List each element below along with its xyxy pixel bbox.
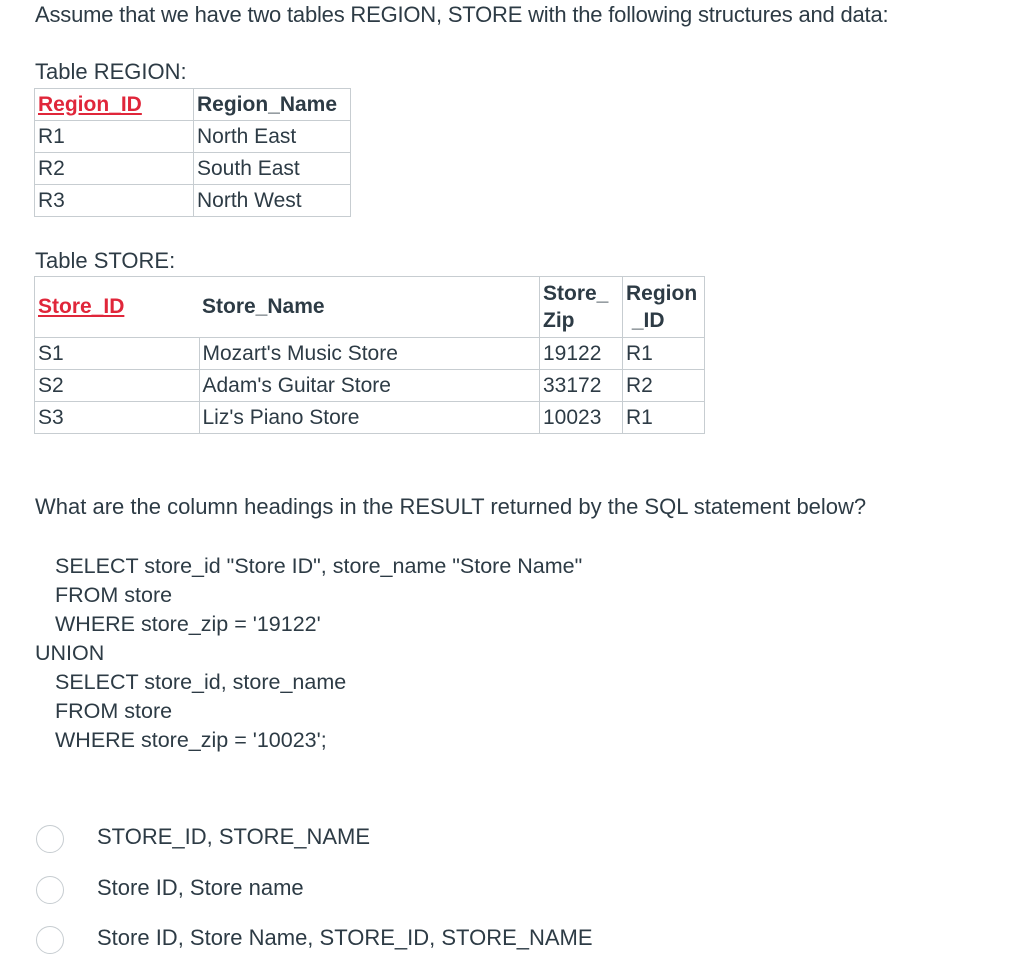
store-name-header: Store_Name (199, 277, 540, 338)
store-zip-header: Store_ Zip (540, 277, 623, 338)
radio-button[interactable] (36, 926, 64, 954)
sql-line: WHERE store_zip = '10023'; (55, 728, 327, 752)
table-cell: R2 (623, 370, 705, 402)
store-region-id-header: Region _ID (623, 277, 705, 338)
table-row (35, 185, 351, 217)
question-intro: Assume that we have two tables REGION, STORE with the following structures and data: (35, 2, 889, 27)
sql-line: SELECT store_id "Store ID", store_name "Store Name" (55, 554, 583, 578)
table-row (35, 121, 351, 153)
table-cell: R1 (623, 338, 705, 370)
table-cell: R1 (623, 402, 705, 434)
table-row (35, 402, 705, 434)
radio-button[interactable] (36, 876, 64, 904)
sql-line: FROM store (55, 583, 173, 607)
sql-line: SELECT store_id, store_name (55, 670, 347, 694)
region-id-header: Region_ID (35, 89, 194, 121)
answer-option-label[interactable]: STORE_ID, STORE_NAME (97, 824, 371, 849)
table-cell: North East (194, 121, 351, 153)
table-row (35, 277, 705, 338)
table-row (35, 89, 351, 121)
region-name-header: Region_Name (194, 89, 351, 121)
table-cell: South East (194, 153, 351, 185)
table-cell: R1 (35, 121, 194, 153)
table-cell: R3 (35, 185, 194, 217)
question-text: What are the column headings in the RESULT returned by the SQL statement below? (35, 494, 867, 519)
table-cell: 10023 (540, 402, 623, 434)
store-id-header: Store_ID (35, 277, 200, 338)
sql-line: UNION (35, 641, 105, 665)
store-table (34, 276, 705, 434)
table-cell: S3 (35, 402, 200, 434)
region-table (34, 88, 351, 217)
sql-line: FROM store (55, 699, 173, 723)
table-cell: Liz's Piano Store (199, 402, 540, 434)
table-row (35, 153, 351, 185)
table-cell: 33172 (540, 370, 623, 402)
table-cell: Mozart's Music Store (199, 338, 540, 370)
answer-option-label[interactable]: Store ID, Store name (97, 875, 304, 900)
table-cell: Adam's Guitar Store (199, 370, 540, 402)
region-table-label: Table REGION: (35, 59, 187, 84)
table-cell: S1 (35, 338, 200, 370)
store-table-label: Table STORE: (35, 248, 176, 273)
sql-line: WHERE store_zip = '19122' (55, 612, 321, 636)
table-cell: 19122 (540, 338, 623, 370)
radio-button[interactable] (36, 825, 64, 853)
table-row (35, 338, 705, 370)
answer-option-label[interactable]: Store ID, Store Name, STORE_ID, STORE_NAME (97, 925, 593, 950)
table-cell: R2 (35, 153, 194, 185)
table-row (35, 370, 705, 402)
table-cell: S2 (35, 370, 200, 402)
table-cell: North West (194, 185, 351, 217)
